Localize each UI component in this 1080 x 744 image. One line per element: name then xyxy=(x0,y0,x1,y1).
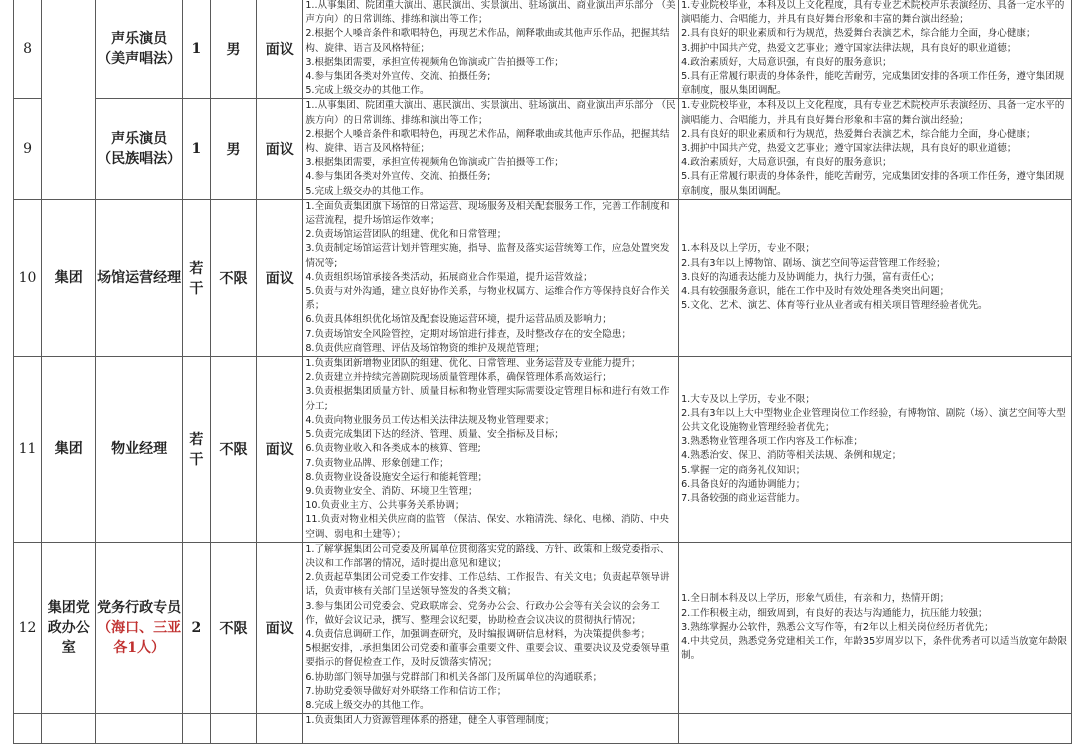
requirements-cell xyxy=(679,199,1072,356)
duty-item: 4.负责信息调研工作，加强调查研究，及时编报调研信息材料，为决策提供参考； xyxy=(305,628,651,640)
headcount-cell xyxy=(182,0,210,99)
gender-cell xyxy=(210,357,256,543)
row-number-text: 12 xyxy=(18,619,37,636)
requirement-item: 2.具有3年以上大中型物业企业管理岗位工作经验，有博物馆、剧院（场）、演艺空间等大型公共文化设施物业管理经验者优先； xyxy=(681,407,1066,433)
duty-item: 5.负责与对外沟通，建立良好协作关系，与物业权属方、运维合作方等保持良好合作关系； xyxy=(305,286,670,312)
gender-text: 男 xyxy=(226,41,241,58)
table-row xyxy=(14,357,1072,543)
duty-item: 8.完成上级交办的其他工作。 xyxy=(305,699,430,711)
department-cell xyxy=(42,357,96,543)
salary-text: 面议 xyxy=(265,41,294,58)
duty-item: 1..从事集团、院团重大演出、惠民演出、实景演出、驻场演出、商业演出声乐部分 （美声方向）的日常训练、排练和演出等工作； xyxy=(305,0,676,26)
requirement-item: 4.熟悉治安、保卫、消防等相关法规、条例和规定； xyxy=(681,450,902,462)
duties-cell xyxy=(303,0,679,99)
duty-item: 7.负责场馆安全风险管控，定期对场馆进行排查，及时整改存在的安全隐患； xyxy=(305,328,632,340)
duty-item: 4.负责向物业服务员工传达相关法律法规及物业管理要求； xyxy=(305,414,555,426)
duty-item: 5.完成上级交办的其他工作。 xyxy=(305,85,430,97)
headcount-text: 2 xyxy=(191,619,202,636)
requirement-item: 4.政治素质好，大局意识强，有良好的服务意识； xyxy=(681,157,892,169)
duty-item: 11.负责对物业相关供应商的监管 （保洁、保安、水箱清洗、绿化、电梯、消防、中央空调、弱电和土建等）； xyxy=(305,514,669,540)
department-text: 集团 xyxy=(54,441,83,458)
duties-cell xyxy=(303,99,679,199)
duty-item: 5.完成上级交办的其他工作。 xyxy=(305,185,430,197)
table-row xyxy=(14,542,1072,713)
recruitment-table xyxy=(13,0,1072,744)
headcount-text: 1 xyxy=(191,141,202,158)
requirement-item: 3.良好的沟通表达能力及协调能力，执行力强，富有责任心； xyxy=(681,271,940,283)
requirement-item: 1.本科及以上学历，专业不限； xyxy=(681,243,815,255)
requirement-item: 6.具备良好的沟通协调能力； xyxy=(681,478,806,490)
duty-item: 8.负责供应商管理、评估及场馆物资的维护及规范管理； xyxy=(305,342,545,354)
salary-cell xyxy=(257,199,303,356)
empty-cell xyxy=(14,714,42,744)
empty-cell xyxy=(96,714,182,744)
duty-item: 5.负责完成集团下达的经济、管理、质量、安全指标及目标； xyxy=(305,429,564,441)
position-text: 声乐演员 xyxy=(111,30,168,47)
duty-item: 3.负责根据集团质量方针、质量目标和物业管理实际需要设定管理目标和进行有效工作分工; xyxy=(305,386,670,412)
duty-item: 1.了解掌握集团公司党委及所属单位贯彻落实党的路线、方针、政策和上级党委指示、决议和工作部署的情况，适时提出意见和建议； xyxy=(305,543,670,569)
gender-cell xyxy=(210,0,256,99)
duty-item: 2.负责建立并持续完善剧院现场质量管理体系，确保管理体系高效运行； xyxy=(305,372,612,384)
requirement-item: 5.文化、艺术、演艺、体育等行业从业者或有相关项目管理经验者优先。 xyxy=(681,300,988,312)
requirement-item: 1.专业院校毕业，本科及以上文化程度，具有专业艺术院校声乐表演经历、具备一定水平的演唱能力、合唱能力，并具有良好舞台形象和丰富的舞台演出经验； xyxy=(681,0,1065,26)
gender-cell xyxy=(210,542,256,713)
empty-cell xyxy=(182,714,210,744)
requirements-cell xyxy=(679,542,1072,713)
headcount-text: 若干 xyxy=(189,432,204,469)
position-text: （美声唱法） xyxy=(97,50,182,67)
duty-item: 1.全面负责集团旗下场馆的日常运营、现场服务及相关配套服务工作，完善工作制度和运营流程，提升场馆运作效率； xyxy=(305,200,670,227)
department-cell xyxy=(42,0,96,199)
department-text: 集团 xyxy=(54,269,83,286)
position-cell xyxy=(96,99,182,199)
position-cell xyxy=(96,357,182,543)
position-note: （海口、三亚各1人） xyxy=(97,619,182,656)
duties-cell xyxy=(303,542,679,713)
duty-item: 3.根据集团需要，承担宣传视频角色饰演或广告拍摄等工作； xyxy=(305,56,564,68)
duty-item: 6.负责物业收入和各类成本的核算、管理; xyxy=(305,443,481,455)
duty-item: 4.负责组织场馆承接各类活动，拓展商业合作渠道，提升运营效益； xyxy=(305,271,593,283)
requirement-item: 1.全日制本科及以上学历，形象气质佳，有亲和力，热情开朗； xyxy=(681,593,950,605)
position-text: 声乐演员 xyxy=(111,131,168,148)
department-cell xyxy=(42,542,96,713)
requirement-item: 2.具有良好的职业素质和行为规范，热爱舞台表演艺术，综合能力全面，身心健康； xyxy=(681,28,1036,40)
duty-item: 7.负责物业品牌、形象创建工作； xyxy=(305,457,449,469)
table-row-partial xyxy=(14,714,1072,744)
gender-cell xyxy=(210,199,256,356)
empty-cell xyxy=(42,714,96,744)
duty-item: 7.协助党委领导做好对外联络工作和信访工作； xyxy=(305,685,507,697)
row-number xyxy=(14,199,42,356)
position-text: 场馆运营经理 xyxy=(97,269,182,286)
requirement-item: 5.掌握一定的商务礼仪知识； xyxy=(681,464,806,476)
duty-item: 10.负责业主方、公共事务关系协调； xyxy=(305,500,465,512)
duty-item: 4.参与集团各类对外宣传、交流、拍摄任务; xyxy=(305,71,491,83)
requirement-item: 2.具有良好的职业素质和行为规范，热爱舞台表演艺术，综合能力全面，身心健康； xyxy=(681,128,1036,140)
row-number-text: 10 xyxy=(18,269,37,286)
row-number xyxy=(14,357,42,543)
duty-item: 6.协助部门领导加强与党群部门和机关各部门及所属单位的沟通联系； xyxy=(305,671,603,683)
duty-item: 3.负责制定场馆运营计划并管理实施，指导、监督及落实运营统筹工作，应急处置突发情况等; xyxy=(305,243,670,269)
empty-cell xyxy=(210,714,256,744)
duty-item: 9.负责物业安全、消防、环境卫生管理； xyxy=(305,485,478,497)
requirement-item: 4.具有较强服务意识，能在工作中及时有效处理各类突出问题； xyxy=(681,286,950,298)
gender-text: 不限 xyxy=(219,620,248,637)
position-cell xyxy=(96,199,182,356)
table-row xyxy=(14,199,1072,356)
requirement-item: 5.具有正常履行职责的身体条件，能吃苦耐劳，完成集团安排的各项工作任务，遵守集团规章制度，服从集团调配。 xyxy=(681,71,1065,97)
salary-cell xyxy=(257,357,303,543)
requirement-item: 2.具有3年以上博物馆、剧场、演艺空间等运营管理工作经验； xyxy=(681,257,946,269)
duties-cell xyxy=(303,357,679,543)
salary-text: 面议 xyxy=(265,442,294,459)
position-text: （民族唱法） xyxy=(97,151,182,168)
salary-text: 面议 xyxy=(265,620,294,637)
row-number-text: 11 xyxy=(18,441,37,458)
position-cell xyxy=(96,542,182,713)
duty-item: 4.参与集团各类对外宣传、交流、拍摄任务; xyxy=(305,171,491,183)
table-row xyxy=(14,0,1072,99)
duty-item: 3.参与集团公司党委会、党政联席会、党务办公会、行政办公会等有关会议的会务工作，做好会议记录，撰写、整理会议纪要，协助检查会议决议的贯彻执行情况； xyxy=(305,600,660,626)
position-cell xyxy=(96,0,182,99)
requirements-cell xyxy=(679,99,1072,199)
requirement-item: 7.具备较强的商业运营能力。 xyxy=(681,493,806,504)
duty-item: 2.根据个人嗓音条件和歌唱特色，再现艺术作品，阐释歌曲或其他声乐作品，把握其结构、旋律、语言及风格特征； xyxy=(305,128,670,155)
headcount-text: 若干 xyxy=(189,260,204,297)
requirement-item: 3.熟悉物业管理各项工作内容及工作标准； xyxy=(681,436,863,448)
requirement-item: 4.政治素质好，大局意识强，有良好的服务意识； xyxy=(681,56,892,68)
salary-text: 面议 xyxy=(265,142,294,159)
row-number xyxy=(14,99,42,199)
duty-item: 2.负责场馆运营团队的组建、优化和日常管理； xyxy=(305,229,507,241)
row-number-text: 8 xyxy=(23,40,33,57)
salary-cell xyxy=(257,99,303,199)
position-text: 党务行政专员 xyxy=(97,599,182,616)
requirement-item: 5.具有正常履行职责的身体条件，能吃苦耐劳，完成集团安排的各项工作任务，遵守集团规章制度，服从集团调配。 xyxy=(681,171,1065,197)
gender-text: 男 xyxy=(226,142,241,159)
headcount-cell xyxy=(182,99,210,199)
position-text: 物业经理 xyxy=(111,441,168,458)
gender-text: 不限 xyxy=(219,442,248,459)
row-number-text: 9 xyxy=(23,141,33,158)
row-number xyxy=(14,0,42,99)
salary-text: 面议 xyxy=(265,270,294,287)
headcount-cell xyxy=(182,357,210,543)
requirement-item: 3.熟练掌握办公软件，熟悉公文写作等，有2年以上相关岗位经历者优先； xyxy=(681,621,994,633)
salary-cell xyxy=(257,0,303,99)
table-row xyxy=(14,99,1072,199)
requirement-item: 4.中共党员，熟悉党务党建相关工作，年龄35岁周岁以下，条件优秀者可以适当放宽年龄限制。 xyxy=(681,636,1068,662)
duty-item: 1.负责集团人力资源管理体系的搭建，健全人事管理制度； xyxy=(305,715,555,727)
salary-cell xyxy=(257,542,303,713)
headcount-cell xyxy=(182,199,210,356)
duty-item: 1.负责集团新增物业团队的组建、优化、日常管理、业务运营及专业能力提升； xyxy=(305,358,641,370)
requirements-cell xyxy=(679,357,1072,543)
headcount-cell xyxy=(182,542,210,713)
department-cell xyxy=(42,199,96,356)
row-number xyxy=(14,542,42,713)
requirements-cell xyxy=(679,0,1072,99)
duty-item: 5根据安排，.承担集团公司党委和董事会重要文件、重要会议、重要决议及党委领导重要指示的督促检查工作，及时反馈落实情况； xyxy=(305,643,670,669)
duty-item: 8.负责物业设备设施安全运行和能耗管理； xyxy=(305,471,488,483)
gender-text: 不限 xyxy=(219,270,248,287)
duties-cell xyxy=(303,199,679,356)
duty-item: 2.负责起草集团公司党委工作安排、工作总结、工作报告、有关文电；负责起草领导讲话，负责审核有关部门呈送领导签发的各类文稿； xyxy=(305,572,670,598)
headcount-text: 1 xyxy=(191,40,202,57)
duty-item: 3.根据集团需要，承担宣传视频角色饰演或广告拍摄等工作； xyxy=(305,157,564,169)
department-text: 集团党政办公室 xyxy=(47,599,90,656)
empty-cell xyxy=(257,714,303,744)
requirement-item: 1.大专及以上学历，专业不限； xyxy=(681,393,815,405)
requirement-item: 2.工作积极主动，细致周到，有良好的表达与沟通能力，抗压能力较强； xyxy=(681,607,988,619)
duty-item: 6.负责具体组织优化场馆及配套设施运营环境，提升运营品质及影响力； xyxy=(305,314,612,326)
requirements-cell xyxy=(679,714,1072,744)
requirement-item: 3.拥护中国共产党，热爱文艺事业；遵守国家法律法规，具有良好的职业道德； xyxy=(681,143,1017,155)
gender-cell xyxy=(210,99,256,199)
duties-cell xyxy=(303,714,679,744)
duty-item: 1..从事集团、院团重大演出、惠民演出、实景演出、驻场演出、商业演出声乐部分 （民族方向）的日常训练、排练和演出等工作； xyxy=(305,100,676,126)
requirement-item: 1.专业院校毕业，本科及以上文化程度，具有专业艺术院校声乐表演经历、具备一定水平的演唱能力、合唱能力，并具有良好舞台形象和丰富的舞台演出经验； xyxy=(681,100,1065,126)
duty-item: 2.根据个人嗓音条件和歌唱特色，再现艺术作品，阐释歌曲或其他声乐作品，把握其结构、旋律、语言及风格特征； xyxy=(305,28,670,54)
requirement-item: 3.拥护中国共产党，热爱文艺事业；遵守国家法律法规，具有良好的职业道德； xyxy=(681,42,1017,54)
